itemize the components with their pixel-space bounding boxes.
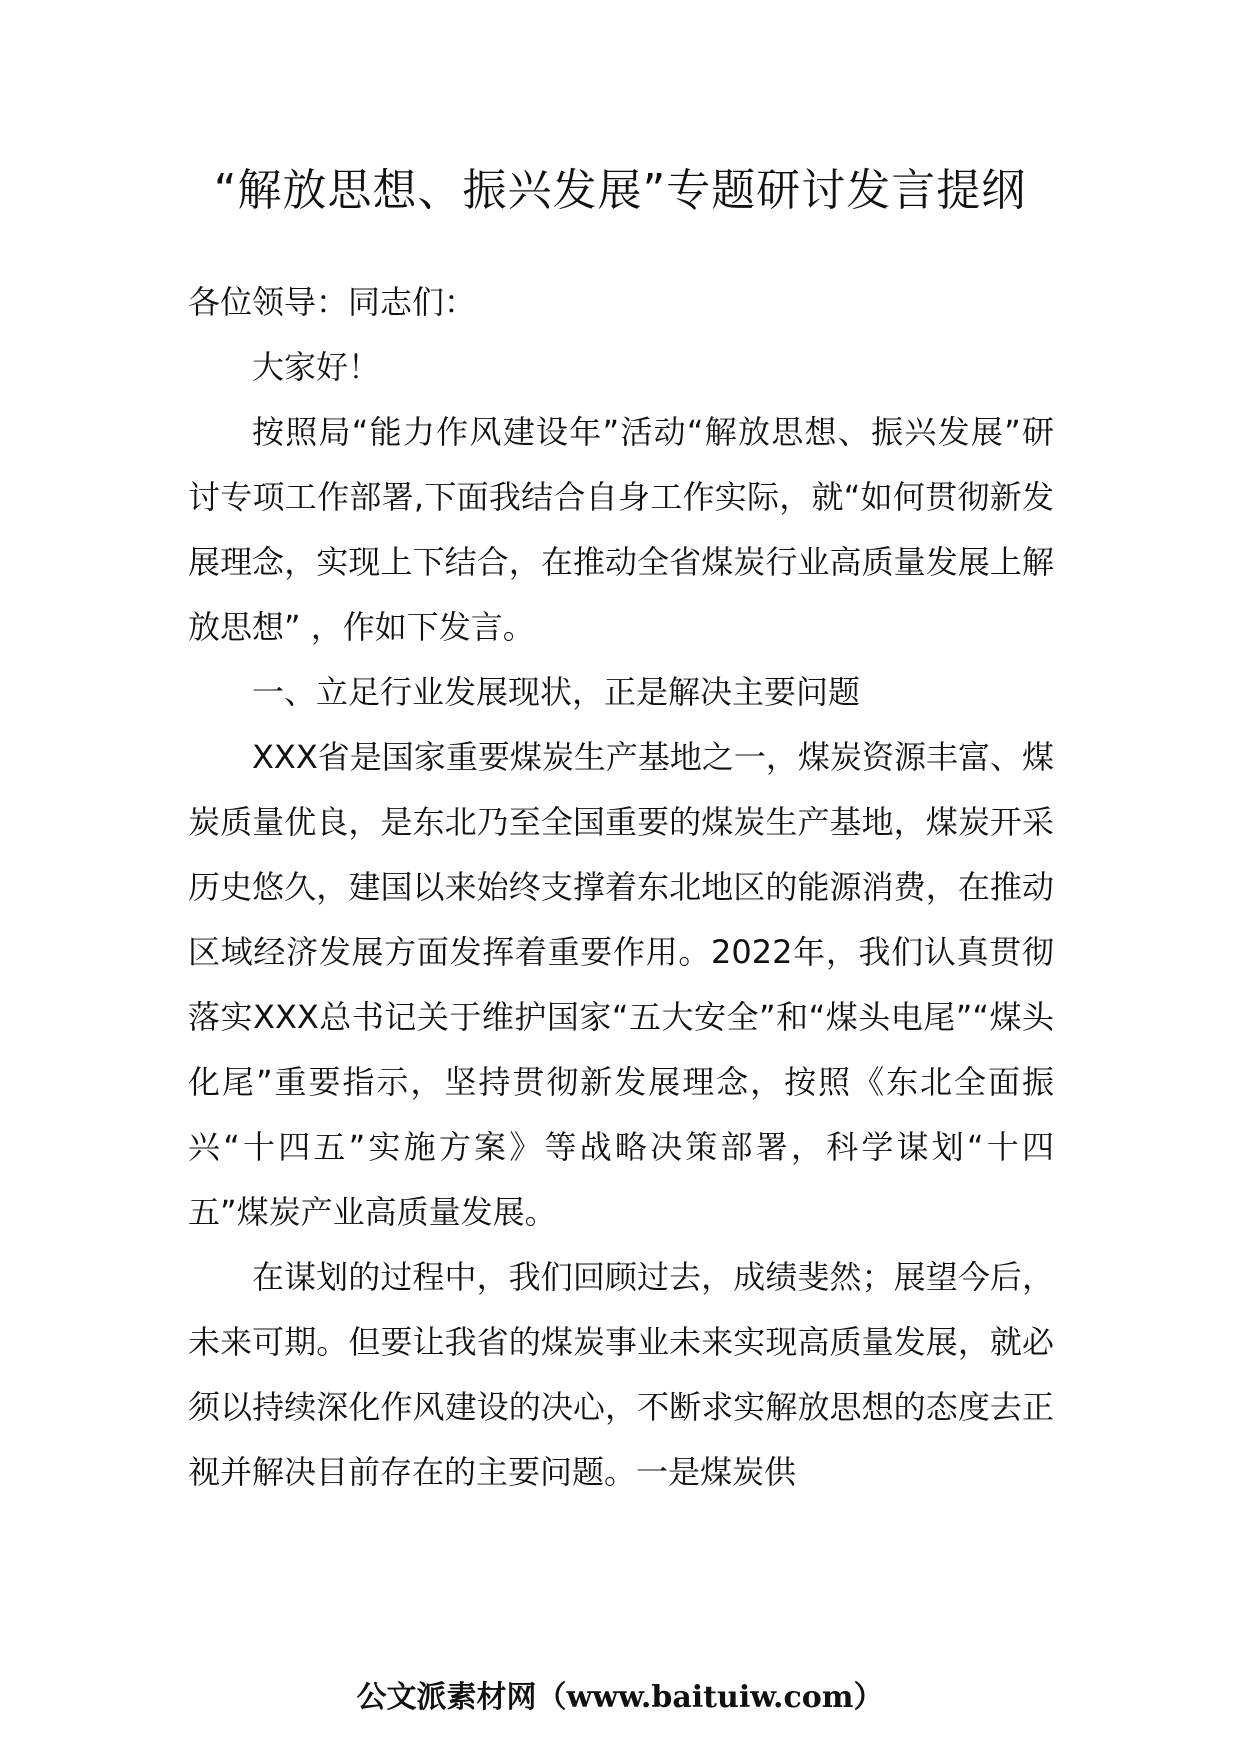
salutation: 各位领导：同志们： — [188, 283, 477, 321]
greeting: 大家好！ — [252, 348, 381, 386]
section-heading-1: 一、立足行业发展现状，正是解决主要问题 — [252, 673, 861, 711]
paragraph-planning: 在谋划的过程中，我们回顾过去，成绩斐然；展望今后，未来可期。但要让我省的煤炭事业未来实现高质量发展，就必须以持续深化作风建设的决心，不断求实解放思想的态度去正视并解决目前存在的主要问题。一是煤炭供 — [188, 1258, 1054, 1491]
document-body — [188, 270, 1054, 1505]
paragraph-province: XXX省是国家重要煤炭生产基地之一，煤炭资源丰富、煤炭质量优良，是东北乃至全国重要的煤炭生产基地，煤炭开采历史悠久，建国以来始终支撑着东北地区的能源消费，在推动区域经济发展方面发挥着重要作用。2022年，我们认真贯彻落实XXX总书记关于维护国家“五大安全”和“煤头电尾”“煤头化尾”重要指示，坚持贯彻新发展理念，按照《东北全面振兴“十四五”实施方案》等战略决策部署，科学谋划“十四五”煤炭产业高质量发展。 — [188, 738, 1054, 1231]
document-title: “解放思想、振兴发展”专题研讨发言提纲 — [213, 165, 1027, 216]
footer-watermark: 公文派素材网（www.baituiw.com） — [356, 1680, 884, 1715]
paragraph-intro: 按照局“能力作风建设年”活动“解放思想、振兴发展”研讨专项工作部署,下面我结合自身工作实际，就“如何贯彻新发展理念，实现上下结合，在推动全省煤炭行业高质量发展上解放思想” ，作如下发言。 — [188, 413, 1054, 646]
